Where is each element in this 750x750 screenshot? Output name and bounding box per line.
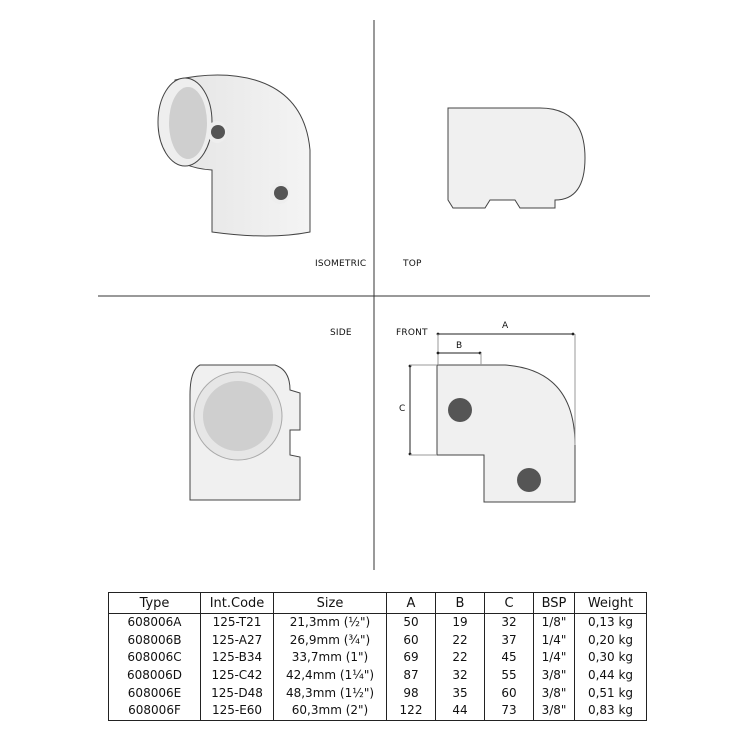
cell-int-code: 125-T21 <box>201 614 274 632</box>
cell-c: 45 <box>485 649 534 667</box>
cell-size: 33,7mm (1") <box>274 649 387 667</box>
table-row <box>109 684 647 702</box>
cell-weight: 0,51 kg <box>575 684 647 702</box>
cell-b: 44 <box>436 702 485 720</box>
cell-c: 60 <box>485 684 534 702</box>
cell-b: 19 <box>436 614 485 632</box>
side-view-elbow <box>190 365 300 500</box>
header-size: Size <box>274 593 387 614</box>
cell-c: 55 <box>485 667 534 685</box>
cell-bsp: 3/8" <box>534 667 575 685</box>
table-row <box>109 702 647 720</box>
cell-a: 87 <box>387 667 436 685</box>
specification-table <box>108 592 647 721</box>
side-label: SIDE <box>330 328 352 338</box>
cell-a: 122 <box>387 702 436 720</box>
cell-type: 608006A <box>109 614 201 632</box>
header-int-code: Int.Code <box>201 593 274 614</box>
cell-a: 69 <box>387 649 436 667</box>
table-row <box>109 649 647 667</box>
isometric-label: ISOMETRIC <box>315 259 367 269</box>
cell-int-code: 125-B34 <box>201 649 274 667</box>
cell-size: 42,4mm (1¼") <box>274 667 387 685</box>
header-a: A <box>387 593 436 614</box>
isometric-view-elbow <box>158 75 310 236</box>
cell-bsp: 3/8" <box>534 684 575 702</box>
cell-type: 608006F <box>109 702 201 720</box>
header-type: Type <box>109 593 201 614</box>
cell-weight: 0,44 kg <box>575 667 647 685</box>
header-bsp: BSP <box>534 593 575 614</box>
cell-size: 60,3mm (2") <box>274 702 387 720</box>
cell-b: 35 <box>436 684 485 702</box>
cell-bsp: 1/4" <box>534 632 575 650</box>
cell-size: 21,3mm (½") <box>274 614 387 632</box>
cell-int-code: 125-E60 <box>201 702 274 720</box>
cell-a: 60 <box>387 632 436 650</box>
table-row <box>109 614 647 632</box>
table-header-row <box>109 593 647 614</box>
cell-size: 48,3mm (1½") <box>274 684 387 702</box>
cell-c: 37 <box>485 632 534 650</box>
cell-int-code: 125-A27 <box>201 632 274 650</box>
header-c: C <box>485 593 534 614</box>
top-view-elbow <box>448 108 585 208</box>
cell-type: 608006B <box>109 632 201 650</box>
cell-b: 22 <box>436 632 485 650</box>
dimension-a-label: A <box>502 321 509 331</box>
front-view-elbow <box>410 334 575 502</box>
cell-int-code: 125-D48 <box>201 684 274 702</box>
cell-c: 32 <box>485 614 534 632</box>
cell-type: 608006C <box>109 649 201 667</box>
front-label: FRONT <box>396 328 428 338</box>
cell-bsp: 3/8" <box>534 702 575 720</box>
header-weight: Weight <box>575 593 647 614</box>
dimension-c-label: C <box>399 404 406 414</box>
header-b: B <box>436 593 485 614</box>
table-row <box>109 632 647 650</box>
cell-size: 26,9mm (¾") <box>274 632 387 650</box>
cell-a: 50 <box>387 614 436 632</box>
dimension-b-label: B <box>456 341 463 351</box>
top-label: TOP <box>403 259 422 269</box>
cell-b: 22 <box>436 649 485 667</box>
cell-a: 98 <box>387 684 436 702</box>
cell-int-code: 125-C42 <box>201 667 274 685</box>
cell-weight: 0,13 kg <box>575 614 647 632</box>
cell-b: 32 <box>436 667 485 685</box>
cell-weight: 0,20 kg <box>575 632 647 650</box>
cell-weight: 0,30 kg <box>575 649 647 667</box>
cell-weight: 0,83 kg <box>575 702 647 720</box>
cell-c: 73 <box>485 702 534 720</box>
cell-type: 608006D <box>109 667 201 685</box>
table-row <box>109 667 647 685</box>
cell-type: 608006E <box>109 684 201 702</box>
cell-bsp: 1/4" <box>534 649 575 667</box>
cell-bsp: 1/8" <box>534 614 575 632</box>
